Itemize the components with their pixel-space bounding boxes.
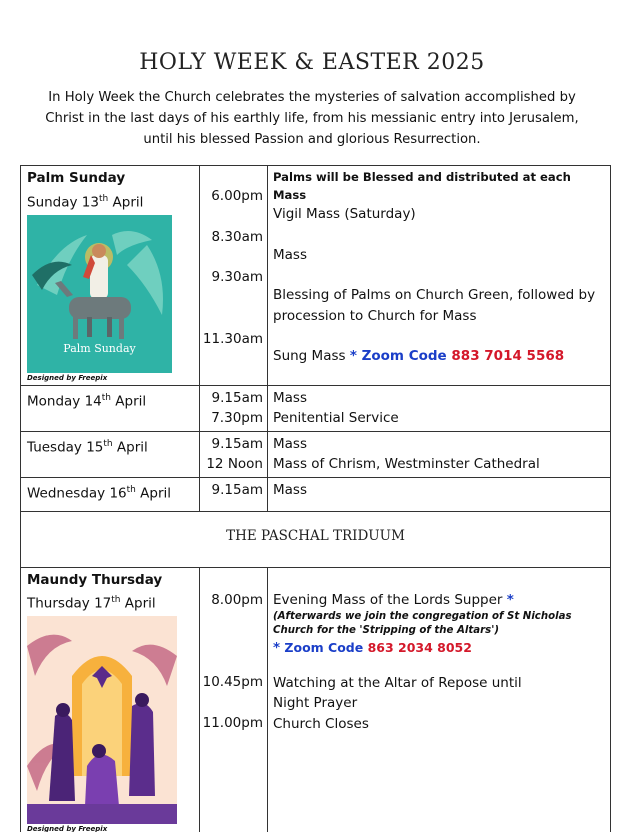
time-evening-mass: 8.00pm xyxy=(211,591,263,608)
palm-sunday-image-caption: Palm Sunday xyxy=(63,341,136,355)
tuesday-events: Mass Mass of Chrism, Westminster Cathedral xyxy=(268,431,611,477)
palm-sunday-heading: Palm Sunday xyxy=(27,170,126,186)
time-church-closes: 11.00pm xyxy=(202,714,263,731)
time-sung-mass: 11.30am xyxy=(202,330,263,347)
event-sung-mass: Sung Mass * Zoom Code 883 7014 5568 xyxy=(273,348,565,364)
palm-sunday-illustration xyxy=(27,215,172,373)
event-watching: Watching at the Altar of Repose until xyxy=(273,674,522,691)
page-title: HOLY WEEK & EASTER 2025 xyxy=(139,50,485,75)
event-vigil: Vigil Mass (Saturday) xyxy=(273,206,416,222)
intro-paragraph: In Holy Week the Church celebrates the mysteries of salvation accomplished by Christ in the last days of his earthly life, from his messianic entry into Jerusalem, until his blessed Passion and glorious Resurrection. xyxy=(45,90,579,147)
time-early-mass: 8.30am xyxy=(211,228,263,245)
schedule-table xyxy=(20,165,611,832)
monday-day-cell: Monday 14th April xyxy=(21,385,200,431)
palm-image-credit: Designed by Freepix xyxy=(27,373,108,382)
event-early-mass: Mass xyxy=(273,246,307,263)
wednesday-row xyxy=(21,477,611,511)
time-blessing: 9.30am xyxy=(211,269,263,285)
palm-sunday-events xyxy=(268,166,611,386)
event-evening-mass: Evening Mass of the Lords Supper * xyxy=(273,591,514,608)
triduum-title: THE PASCHAL TRIDUUM xyxy=(21,511,611,567)
maundy-events xyxy=(268,567,611,832)
palm-sunday-date: Sunday 13th April xyxy=(27,193,144,210)
maundy-date: Thursday 17th April xyxy=(27,595,156,612)
time-watching: 10.45pm xyxy=(202,674,263,690)
wednesday-day-cell: Wednesday 16th April xyxy=(21,477,200,511)
palm-sunday-row xyxy=(21,166,611,386)
tuesday-day-cell: Tuesday 15th April xyxy=(21,431,200,477)
monday-events: Mass Penitential Service xyxy=(268,385,611,431)
palm-sunday-day-cell xyxy=(21,166,200,386)
afterwards-note: (Afterwards we join the congregation of St Nicholas Church for the 'Stripping of the Altars') xyxy=(273,611,572,636)
wednesday-time: 9.15am xyxy=(200,477,268,511)
wednesday-event: Mass xyxy=(268,477,611,511)
palm-sunday-times xyxy=(200,166,268,386)
maundy-times xyxy=(200,567,268,832)
monday-times: 9.15am 7.30pm xyxy=(200,385,268,431)
triduum-title-row xyxy=(21,511,611,567)
zoom-code-maundy: 863 2034 8052 xyxy=(367,640,472,655)
zoom-code-palm: 883 7014 5568 xyxy=(451,348,565,364)
tuesday-row xyxy=(21,431,611,477)
tuesday-times: 9.15am 12 Noon xyxy=(200,431,268,477)
maundy-day-cell xyxy=(21,567,200,832)
event-blessing: Blessing of Palms on Church Green, followed by procession to Church for Mass xyxy=(273,287,596,324)
monday-row xyxy=(21,385,611,431)
maundy-illustration xyxy=(27,616,177,824)
maundy-thursday-row xyxy=(21,567,611,832)
time-vigil: 6.00pm xyxy=(211,188,263,204)
maundy-heading: Maundy Thursday xyxy=(27,571,163,588)
palms-note: Palms will be Blessed and distributed at each Mass xyxy=(273,170,571,202)
maundy-image-credit: Designed by Freepix xyxy=(27,825,108,832)
event-church-closes: Church Closes xyxy=(273,715,369,732)
event-night-prayer: Night Prayer xyxy=(273,695,358,711)
maundy-zoom: * Zoom Code 863 2034 8052 xyxy=(273,640,472,656)
